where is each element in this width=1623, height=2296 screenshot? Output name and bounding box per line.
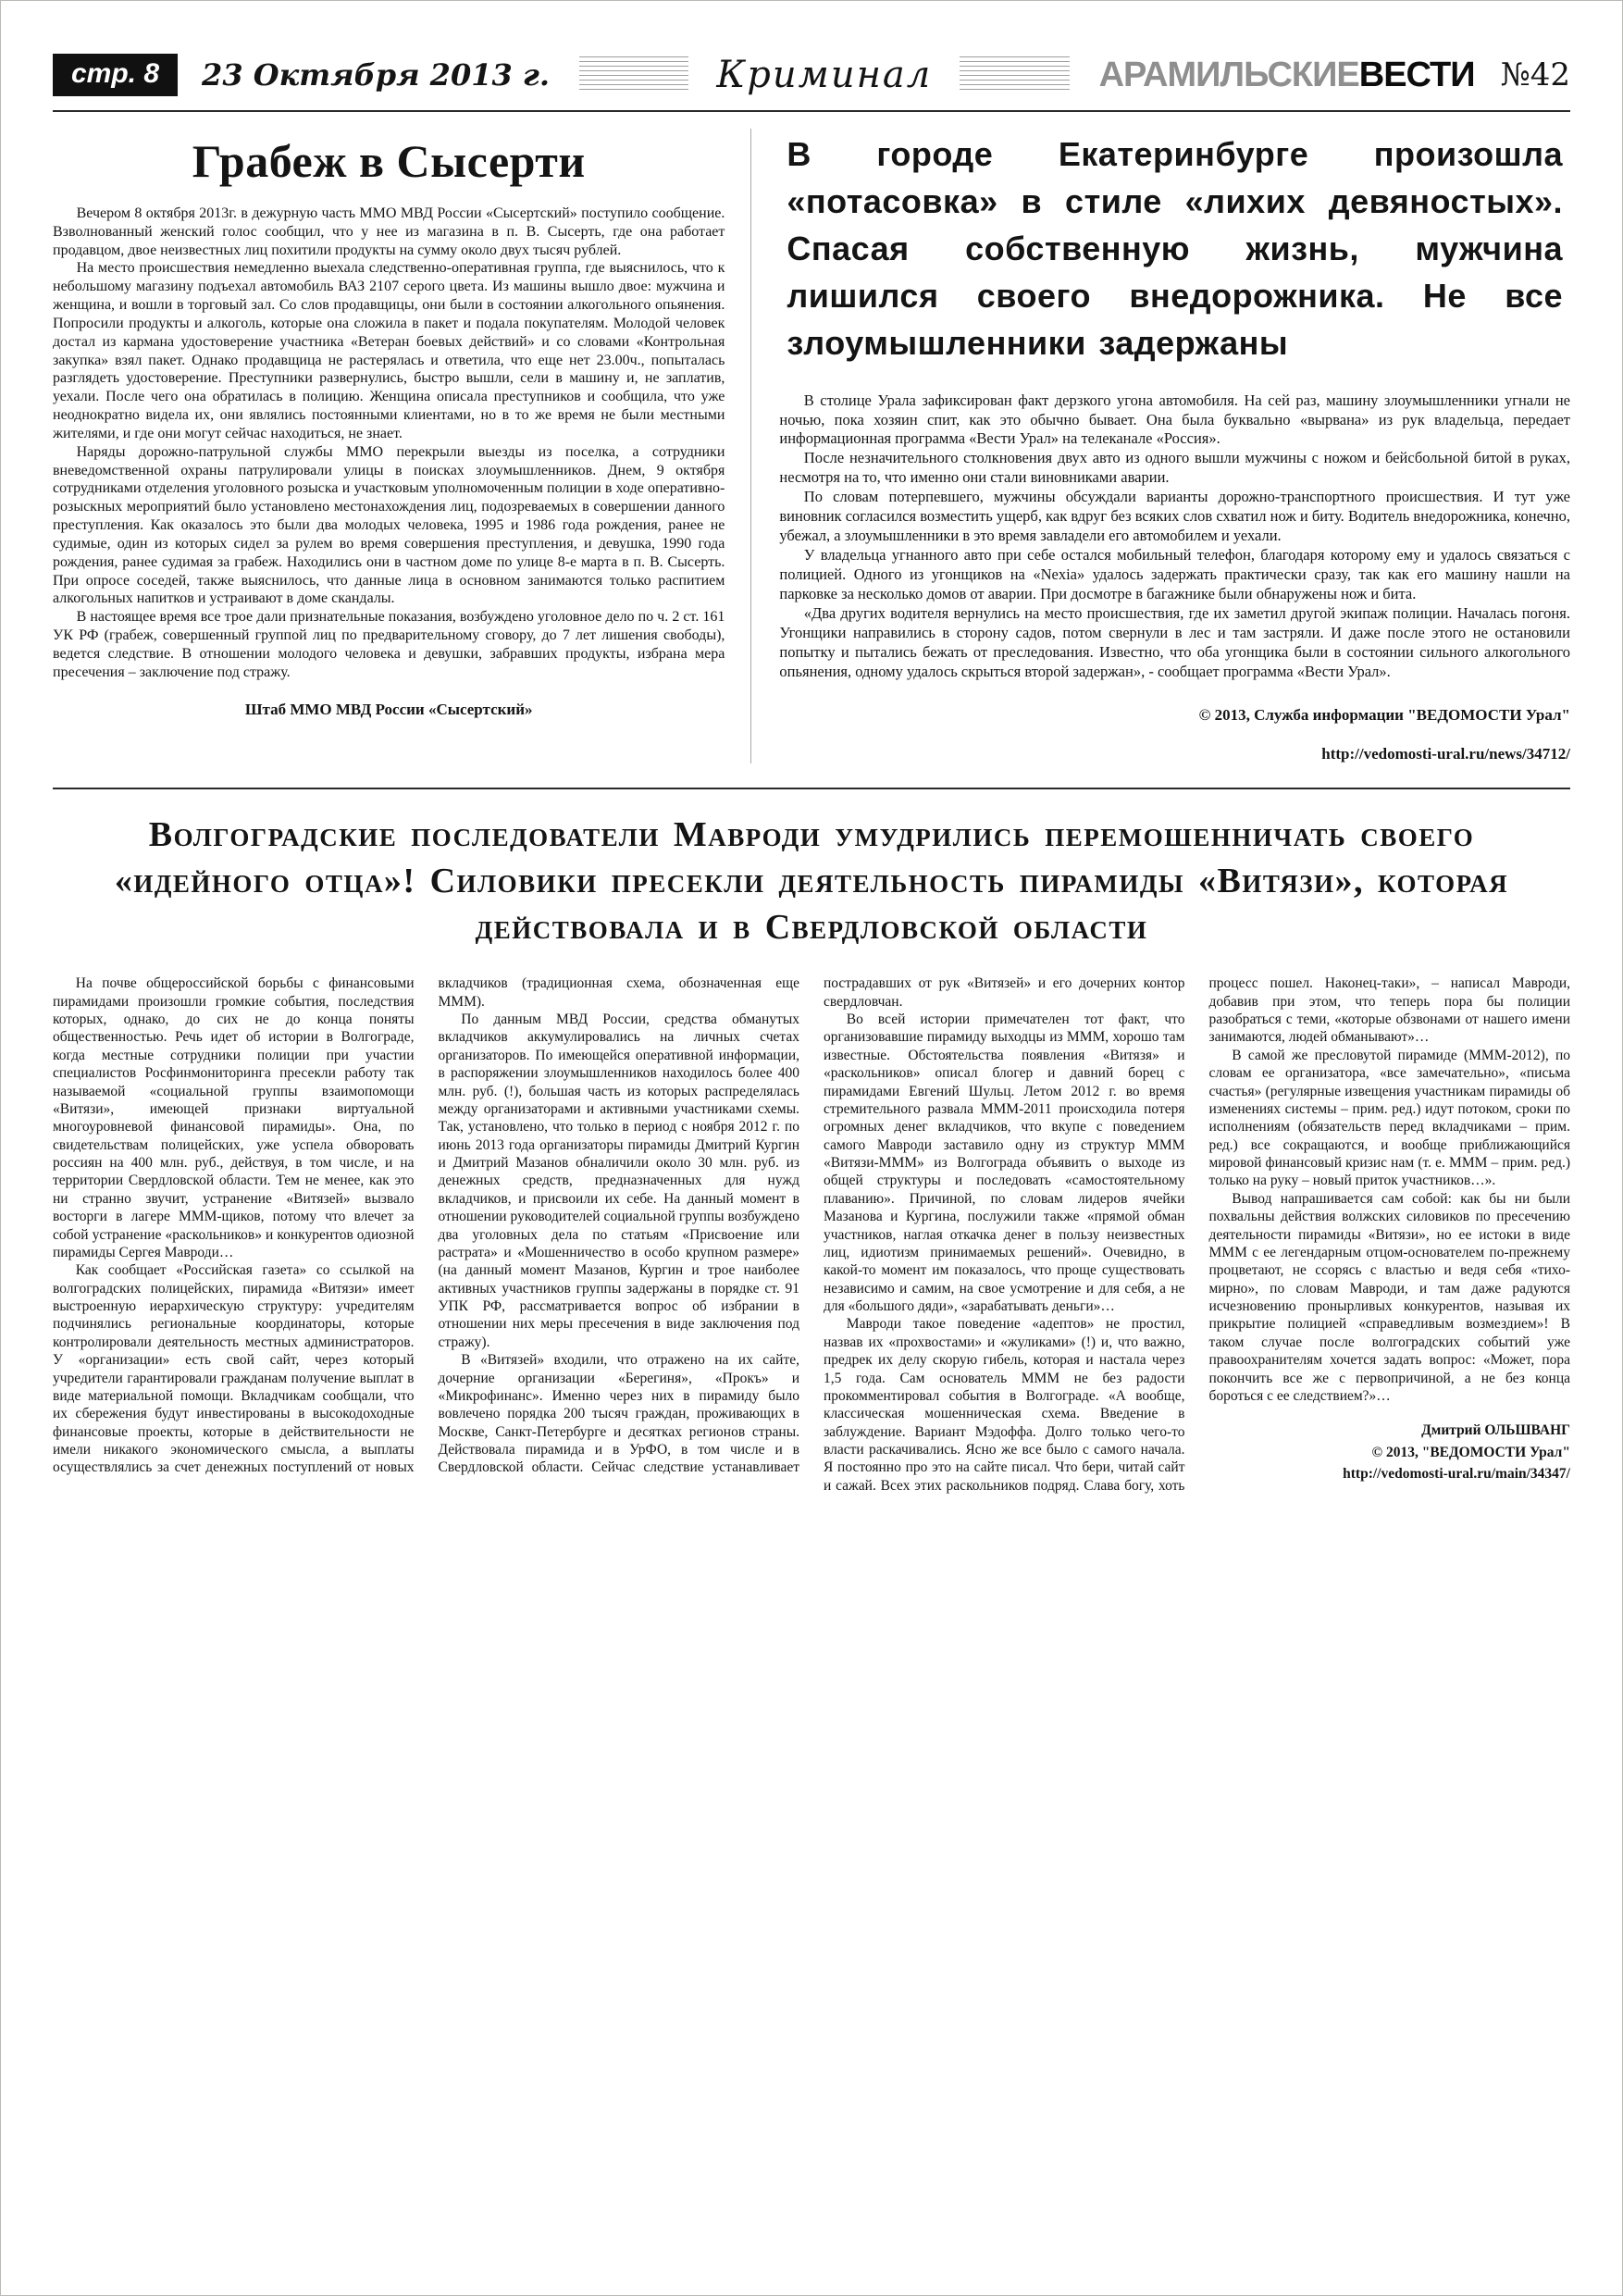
paragraph: «Два других водителя вернулись на место происшествия, где их заметил другой экипаж полиции. Началась погоня. Угонщики направились в сторону садов, потом свернули в лес и там застряли. И даже после этого не остановили попытку и пытались бежать от преследования. Известно, что оба угонщика были в состоянии сильного алкогольного опьянения, одному удалось скрыться второй задержан», - сообщает программа «Вести Урал». xyxy=(779,604,1570,680)
article-ekb-url: http://vedomosti-ural.ru/news/34712/ xyxy=(1321,744,1570,763)
brand-part-gray: АРАМИЛЬСКИЕ xyxy=(1098,55,1359,94)
article-mavrodi-headline: Волгоградские последователи Мавроди умудрились перемошенничать своего «идейного отца»! Силовики пресекли деятельность пирамиды «Витязи», которая действовала и в Свердловской области xyxy=(114,814,1509,948)
page-header xyxy=(53,49,1570,101)
paragraph: Вечером 8 октября 2013г. в дежурную часть ММО МВД России «Сысертский» поступило сообщение. Взволнованный женский голос сообщил, что у нее из магазина в п. В. Сысерть, где она работает продавцом, двое неизвестных лиц похитили продукты на сумму около двух тысяч рублей. xyxy=(53,205,725,258)
article-ekb-credit: © 2013, Служба информации "ВЕДОМОСТИ Урал" xyxy=(1198,705,1570,724)
paragraph: В настоящее время все трое дали признательные показания, возбуждено уголовное дело по ч. 2 ст. 161 УК РФ (грабеж, совершенный группой лиц по предварительному сговору, до 7 лет лишения свободы), ведется следствие. В отношении молодого человека и девушки, забравших продукты, избрана мера пресечения – заключение под стражу. xyxy=(53,609,725,680)
issue-date: 23 Октября 2013 г. xyxy=(202,57,551,93)
article-mavrodi-credit: © 2013, "ВЕДОМОСТИ Урал" xyxy=(1371,1444,1570,1460)
section-band xyxy=(579,54,1070,96)
brand-part-black: ВЕСТИ xyxy=(1358,55,1475,94)
paragraph: Мавроди такое поведение «адептов» не простил, назвав их «прохвостами» и «жуликами» (!) и, что важно, предрек их делу скорую гибель, которая и настала через 1,5 года. Сам основатель МММ не без радости прокомментировал события в Волгограде. «А вообще, классическая мошенническая схема. Введение в заблуждение. Вариант Мэдоффа. Долго только чего-то власти раскачивались. Ясно же все было с самого начала. Я постоянно про это на сайте писал. Что бери, читай сайт и сажай. Всех этих раскольников подряд. Слава богу, хоть процесс пошел. Наконец-таки», – написал Мавроди, добавив при этом, что теперь пора бы полиции разобраться с теми, «которые обзвонами от нашего имени занимаются, людей обманывают»… xyxy=(824,975,1570,1494)
paragraph: В столице Урала зафиксирован факт дерзкого угона автомобиля. На сей раз, машину злоумышленники угнали не ночью, пока хозяин спит, как это обычно бывает. Она была буквально «вырвана» из рук владельца, передает информационная программа «Вести Урал» на телеканале «Россия». xyxy=(779,391,1570,448)
paragraph: В «Витязей» входили, что отражено на их сайте, дочерние организации «Берегиня», «Прокъ» и «Микрофинанс». Именно через них в пирамиду было вовлечено порядка 200 тысяч граждан, проживающих в Москве, Санкт-Петербурге и десятках регионов страны. Действовала пирамида и в УрФО, в том числе и в Свердловской области. Сейчас следствие устанавливает пострадавших от рук «Витязей» и его дочерних контор свердловчан. xyxy=(438,975,1185,1476)
paragraph: После незначительного столкновения двух авто из одного вышли мужчины с ножом и бейсбольной битой в руках, несмотря на то, что именно они стали виновниками аварии. xyxy=(779,449,1570,487)
article-mavrodi-byline xyxy=(1209,1420,1571,1484)
article-sysert-signature: Штаб ММО МВД России «Сысертский» xyxy=(244,700,533,718)
article-mavrodi-columns xyxy=(53,974,1570,1495)
article-sysert-title: Грабеж в Сысерти xyxy=(192,135,586,187)
newspaper-brand xyxy=(1099,56,1475,95)
paragraph: На место происшествия немедленно выехала следственно-оперативная группа, где выяснилось, что к небольшому магазину подъехал автомобиль ВАЗ 2107 серого цвета. Из машины вышло двое: мужчина и женщина, и вошли в торговый зал. Со слов продавщицы, они были в состоянии алкогольного опьянения. Попросили продукты и алкоголь, которые она сложила в пакет и подала покупателям. Молодой человек достал из кармана удостоверение участника «Ветеран боевых действий» и со словами «Контрольная закупка» взял пакет. Однако продавщица не растерялась и ответила, что еще нет 23.00ч., попыталась разглядеть удостоверение. Преступники развернулись, быстро вышли, сели в машину и, не заплатив, уехали. После чего она обратилась в полицию. Женщина описала преступников и сообщила, что уже неоднократно видела их, они являлись постоянными клиентами, но в то же время не были местными жителями, и где они могут сейчас находиться, не знает. xyxy=(53,260,725,441)
paragraph: На почве общероссийской борьбы с финансовыми пирамидами произошли громкие события, последствия которых, однако, до сих не до конца поняты общественностью. Речь идет об истории в Волгограде, когда местные сотрудники полиции при участии специалистов Росфинмониторинга пресекли работу так называемой «социальной группы взаимопомощи «Витязи», имеющей признаки виртуальной многоуровневой финансовой пирамиды». Она, по свидетельствам полицейских, уже успела обворовать россиян на 400 млн. руб., действуя, в том числе, и на территории Свердловской области. Тем не менее, как это ни странно звучит, устранение «Витязей» вызвало восторги в лагере МММ-щиков, потому что влечет за собой устранение «раскольников» и конкурентов одиозной пирамиды Сергея Мавроди… xyxy=(53,975,415,1260)
article-ekb-headline: В городе Екатеринбурге произошла «потасовка» в стиле «лихих девяностых». Спасая собственную жизнь, мужчина лишился своего внедорожника. Не все злоумышленники задержаны xyxy=(787,135,1563,363)
page-number-label: стр. 8 xyxy=(71,58,160,89)
paragraph: Как сообщает «Российская газета» со ссылкой на волгоградских полицейских, пирамида «Витязи» имеет выстроенную иерархическую структуру: учредителям подчинялись региональные координаторы, которые контролировали деятельность местных администраторов. У «организации» есть свой сайт, через который учредители гарантировали гражданам получение выплат в виде материальной помощи. Вкладчикам сообщали, что их сбережения будут инвестированы в высокодоходные финансовые проекты, которые в действительности не имели никакого экономического смысла, а выплаты осуществлялись за счет денежных поступлений от новых вкладчиков (традиционная схема, обозначенная еще МММ). xyxy=(53,975,799,1476)
top-section xyxy=(53,112,1570,763)
section-title: Криминал xyxy=(688,54,960,96)
paragraph: В самой же пресловутой пирамиде (МММ-2012), по словам ее организатора, «все замечательно», «письма счастья» (регулярные извещения участникам пирамиды об изменениях системы – прим. ред.) идут потоком, сроки по исполнениям (обязательств перед вкладчиками – прим. ред.) все сокращаются, и вообще приближающийся мировой финансовый кризис нам (т. е. МММ – прим. ред.) только на руку – новый приток участников…». xyxy=(1208,1047,1570,1189)
paragraph: У владельца угнанного авто при себе остался мобильный телефон, благодаря которому ему и удалось связаться с полицией. Одного из угонщиков на «Nexia» удалось задержать практически сразу, так как его машину нашли на парковке за несколько домов от аварии. При досмотре в багажнике были обнаружены нож и бита. xyxy=(779,546,1570,603)
paragraph: Наряды дорожно-патрульной службы ММО перекрыли выезды из поселка, а сотрудники вневедомственной охраны патрулировали улицы в поисках злоумышленников. Днем, 9 октября сотрудниками отделения уголовного розыска и участковым уполномоченным полиции в ходе оперативно-розыскных мероприятий было установлено местонахождения лиц, подозреваемых в совершении данного преступления. Как оказалось это были два молодых человека, 1995 и 1986 года рождения, ранее не судимые, один из которых сидел за рулем во время совершения преступления, и девушка, 1990 года рождения, ранее судимая за грабеж. Находились они в частном доме по улице 8-е марта в п. В. Сысерть. При опросе соседей, также выяснилось, что данные лица в основном занимаются только распитием алкогольных напитков и устраивают в доме скандалы. xyxy=(53,443,725,607)
issue-number: №42 xyxy=(1500,56,1570,93)
paragraph: Во всей истории примечателен тот факт, что организовавшие пирамиду выходцы из МММ, хорошо там известные. Обстоятельства появления «Витязя» и «раскольников» описал блогер и давний борец с пирамидами Евгений Шульц. Летом 2012 г. во время стремительного развала МММ-2011 происходила потеря огромных денег вкладчиков, что вкупе с поведением самого Мавроди заставило одну из структур МММ «Витязи-МММ» из Волгограда объявить о выходе из общей структуры и последовать «самостоятельному плаванию». Причиной, по словам лидеров ячейки Мазанова и Кургина, послужили также «прямой обман участников, наглая откачка денег в пользу неизвестных лиц, идиотизм принимаемых решений». Очевидно, в какой-то момент им показалось, что проще существовать независимо и самим, на свое усмотрение и для себя, а не для «большого дяди», «зарабатывать деньги»… xyxy=(824,1011,1185,1315)
page-number-box xyxy=(53,54,178,96)
paragraph: Вывод напрашивается сам собой: как бы ни были похвальны действия волжских силовиков по пресечению деятельности пирамиды «Витязи», но ее истоки в виде МММ с ее легендарным отцом-основателем по-прежнему процветают, не ссорясь с властью и ведя себя «тихо-мирно», по словам Мавроди, и там даже радуются исчезновению пронырливых конкурентов, называя их прикрытие полицией «справедливым возмездием»! В таком случае после волгоградских событий уже правоохранителям хочется задать вопрос: «Может, пора покончить все же с первопричиной, а не без конца бороться с ее следствием?»… xyxy=(1208,1190,1570,1404)
article-mavrodi-url: http://vedomosti-ural.ru/main/34347/ xyxy=(1343,1465,1570,1482)
paragraph: По данным МВД России, средства обманутых вкладчиков аккумулировались на личных счетах организаторов. По имеющейся оперативной информации, в распоряжении злоумышленников находилось более 400 млн. руб. (!), большая часть из которых распределялась между организаторами и активными участниками схемы. Так, установлено, что только в период с ноября 2012 г. по июнь 2013 года организаторы пирамиды Дмитрий Кургин и Дмитрий Мазанов обналичили около 30 млн. руб. из денежных средств, предназначенных для нужд вкладчиков, и присвоили их себе. На данный момент в отношении руководителей социальной группы возбуждено два уголовных дела по статьям «Присвоение или растрата» и «Мошенничество в особо крупном размере» (на данный момент Мазанов, Кургин и трое наиболее активных участников группы задержаны в порядке ст. 91 УПК РФ, рассматривается вопрос об избрании в отношении них меры пресечения в виде заключения под стражу). xyxy=(438,1011,799,1350)
article-mavrodi-author: Дмитрий ОЛЬШВАНГ xyxy=(1421,1422,1570,1439)
article-mavrodi xyxy=(53,789,1570,1495)
article-ekb xyxy=(750,129,1570,763)
article-sysert xyxy=(53,129,750,763)
paragraph: По словам потерпевшего, мужчины обсуждали варианты дорожно-транспортного происшествия. И тут уже виновник согласился возместить ущерб, как вдруг без всяких слов схватил нож и биту. Водитель внедорожника, конечно, убежал, а злоумышленники в это время завладели его автомобилем и уехали. xyxy=(779,488,1570,545)
